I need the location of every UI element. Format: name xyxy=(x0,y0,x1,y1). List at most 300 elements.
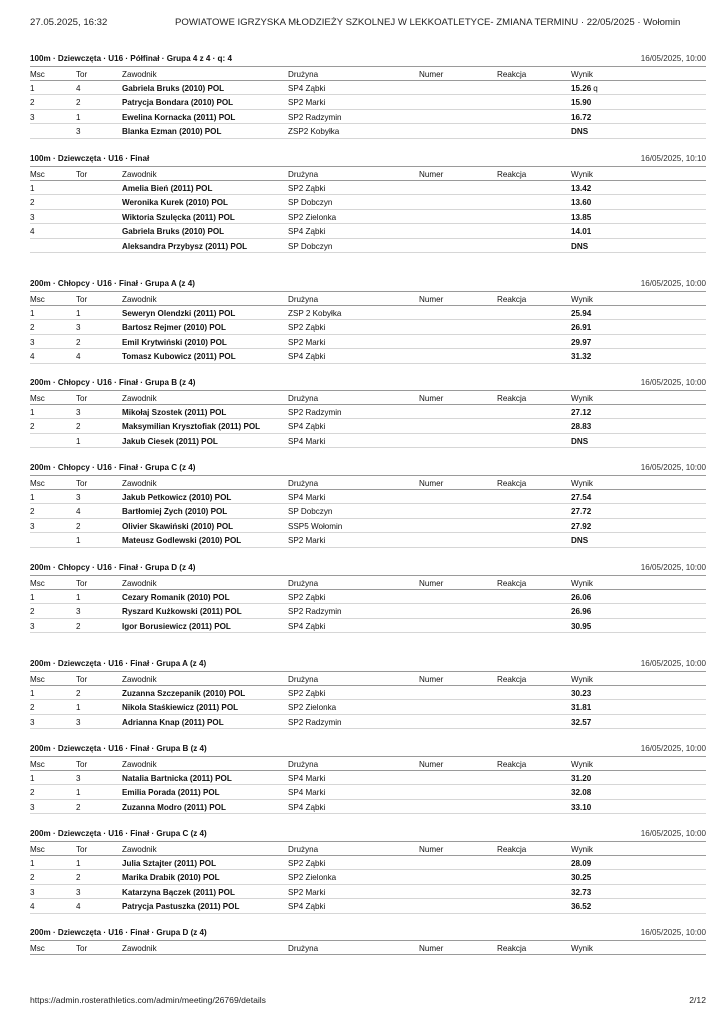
section-header xyxy=(30,153,706,166)
cell-team: SP4 Marki xyxy=(288,492,326,502)
table-row xyxy=(30,239,706,254)
column-header-name: Zawodnik xyxy=(122,760,157,769)
column-header-name: Zawodnik xyxy=(122,675,157,684)
results-section xyxy=(30,377,706,448)
table-row xyxy=(30,533,706,548)
cell-team: SP4 Marki xyxy=(288,788,326,797)
cell-msc: 2 xyxy=(30,607,35,616)
section-time: 16/05/2025, 10:00 xyxy=(640,279,706,288)
cell-team: SP4 Ząbki xyxy=(288,802,326,812)
table-row xyxy=(30,504,706,519)
table-row xyxy=(30,320,706,335)
cell-tor: 2 xyxy=(76,422,81,431)
cell-res: 14.01 xyxy=(571,227,592,236)
column-header-num: Numer xyxy=(419,944,444,953)
column-header-res: Wynik xyxy=(571,845,593,854)
cell-name: Seweryn Olendzki (2011) POL xyxy=(122,308,236,318)
cell-name: Emilia Porada (2011) POL xyxy=(122,788,220,797)
cell-team: SP4 Ząbki xyxy=(288,621,326,631)
cell-team: SP4 Ząbki xyxy=(288,227,326,236)
cell-msc: 2 xyxy=(30,98,35,107)
cell-msc: 3 xyxy=(30,717,35,727)
cell-tor: 1 xyxy=(76,858,81,868)
cell-res: 30.23 xyxy=(571,688,592,698)
table-row xyxy=(30,700,706,715)
cell-team: SP2 Ząbki xyxy=(288,688,326,698)
cell-res: DNS xyxy=(571,436,589,446)
column-header-tor: Tor xyxy=(76,845,88,854)
cell-res: 31.20 xyxy=(571,773,592,783)
cell-team: SP4 Marki xyxy=(288,436,326,446)
cell-msc: 4 xyxy=(30,352,35,361)
cell-res: 32.57 xyxy=(571,717,592,727)
cell-team: SP2 Ząbki xyxy=(288,858,326,868)
column-header-res: Wynik xyxy=(571,295,593,304)
cell-name: Tomasz Kubowicz (2011) POL xyxy=(122,352,236,361)
table-row xyxy=(30,619,706,634)
column-header-msc: Msc xyxy=(30,675,45,684)
cell-res: 30.95 xyxy=(571,621,592,631)
cell-msc: 3 xyxy=(30,521,35,531)
section-time: 16/05/2025, 10:10 xyxy=(640,154,706,163)
column-header-res: Wynik xyxy=(571,760,593,769)
table-row xyxy=(30,590,706,605)
section-header xyxy=(30,562,706,575)
section-time: 16/05/2025, 10:00 xyxy=(640,54,706,63)
section-title: 100m · Dziewczęta · U16 · Finał xyxy=(30,154,150,163)
cell-msc: 2 xyxy=(30,873,35,882)
cell-name: Blanka Ezman (2010) POL xyxy=(122,127,222,136)
column-header-res: Wynik xyxy=(571,579,593,588)
cell-name: Amelia Bień (2011) POL xyxy=(122,183,213,193)
cell-res: 16.72 xyxy=(571,112,592,122)
cell-name: Natalia Bartnicka (2011) POL xyxy=(122,773,232,783)
results-section xyxy=(30,562,706,633)
cell-msc: 2 xyxy=(30,422,35,431)
page-url: https://admin.rosterathletics.com/admin/meeting/26769/details xyxy=(30,995,266,1005)
results-section xyxy=(30,828,706,914)
column-header-react: Reakcja xyxy=(497,845,527,854)
column-header-tor: Tor xyxy=(76,944,88,953)
section-time: 16/05/2025, 10:00 xyxy=(640,563,706,572)
cell-msc: 3 xyxy=(30,887,35,897)
cell-team: SP4 Marki xyxy=(288,773,326,783)
cell-team: ZSP 2 Kobyłka xyxy=(288,308,342,318)
column-header-team: Drużyna xyxy=(288,760,319,769)
results-section xyxy=(30,743,706,814)
table-row xyxy=(30,519,706,534)
section-time: 16/05/2025, 10:00 xyxy=(640,744,706,753)
section-title: 200m · Chłopcy · U16 · Finał · Grupa A (z 4) xyxy=(30,279,195,288)
table-row xyxy=(30,110,706,125)
cell-msc: 1 xyxy=(30,688,35,698)
cell-name: Olivier Skawiński (2010) POL xyxy=(122,521,234,531)
cell-tor: 3 xyxy=(76,773,81,783)
column-header-name: Zawodnik xyxy=(122,845,157,854)
table-header-row xyxy=(30,575,706,590)
cell-tor: 3 xyxy=(76,717,81,727)
table-header-row xyxy=(30,291,706,306)
section-title: 200m · Dziewczęta · U16 · Finał · Grupa D (z 4) xyxy=(30,928,207,937)
column-header-num: Numer xyxy=(419,70,444,79)
cell-res: 26.96 xyxy=(571,607,592,616)
column-header-msc: Msc xyxy=(30,295,45,304)
column-header-tor: Tor xyxy=(76,760,88,769)
section-header xyxy=(30,658,706,671)
print-date: 27.05.2025, 16:32 xyxy=(30,17,108,28)
table-row xyxy=(30,124,706,139)
cell-msc: 1 xyxy=(30,773,35,783)
cell-res: DNS xyxy=(571,536,589,545)
column-header-tor: Tor xyxy=(76,479,88,488)
section-title: 200m · Dziewczęta · U16 · Finał · Grupa B (z 4) xyxy=(30,744,207,753)
section-header xyxy=(30,462,706,475)
section-time: 16/05/2025, 10:00 xyxy=(640,829,706,838)
cell-name: Gabriela Bruks (2010) POL xyxy=(122,83,225,93)
column-header-team: Drużyna xyxy=(288,295,319,304)
table-row xyxy=(30,885,706,900)
column-header-name: Zawodnik xyxy=(122,170,157,179)
table-header-row xyxy=(30,940,706,955)
table-header-row xyxy=(30,166,706,181)
cell-msc: 1 xyxy=(30,308,35,318)
cell-res: 25.94 xyxy=(571,308,592,318)
column-header-num: Numer xyxy=(419,394,444,403)
column-header-team: Drużyna xyxy=(288,170,319,179)
document-title: POWIATOWE IGRZYSKA MŁODZIEŻY SZKOLNEJ W LEKKOATLETYCE- ZMIANA TERMINU · 22/05/2025 · Wołomin xyxy=(175,17,681,28)
cell-res: 27.92 xyxy=(571,521,592,531)
cell-name: Cezary Romanik (2010) POL xyxy=(122,592,230,602)
column-header-react: Reakcja xyxy=(497,944,527,953)
table-header-row xyxy=(30,756,706,771)
cell-msc: 2 xyxy=(30,703,35,712)
cell-team: SP2 Zielonka xyxy=(288,212,337,222)
cell-name: Patrycja Bondara (2010) POL xyxy=(122,98,234,107)
cell-name: Adrianna Knap (2011) POL xyxy=(122,717,224,727)
cell-tor: 4 xyxy=(76,507,81,516)
column-header-msc: Msc xyxy=(30,394,45,403)
column-header-msc: Msc xyxy=(30,845,45,854)
table-row xyxy=(30,715,706,730)
column-header-name: Zawodnik xyxy=(122,579,157,588)
results-section xyxy=(30,153,706,253)
cell-tor: 1 xyxy=(76,308,81,318)
cell-name: Bartłomiej Zych (2010) POL xyxy=(122,507,228,516)
column-header-res: Wynik xyxy=(571,394,593,403)
column-header-name: Zawodnik xyxy=(122,295,157,304)
cell-res: 13.42 xyxy=(571,183,592,193)
cell-res: 32.08 xyxy=(571,788,592,797)
cell-tor: 4 xyxy=(76,83,81,93)
column-header-team: Drużyna xyxy=(288,944,319,953)
column-header-react: Reakcja xyxy=(497,70,527,79)
cell-msc: 4 xyxy=(30,902,35,911)
section-header xyxy=(30,828,706,841)
section-title: 200m · Chłopcy · U16 · Finał · Grupa B (z 4) xyxy=(30,378,196,387)
cell-tor: 2 xyxy=(76,621,81,631)
column-header-num: Numer xyxy=(419,295,444,304)
cell-tor: 3 xyxy=(76,887,81,897)
cell-team: SP4 Ząbki xyxy=(288,352,326,361)
cell-tor: 4 xyxy=(76,352,81,361)
cell-res: 28.09 xyxy=(571,858,592,868)
cell-res: 36.52 xyxy=(571,902,592,911)
page-number: 2/12 xyxy=(689,995,706,1005)
column-header-tor: Tor xyxy=(76,579,88,588)
cell-msc: 3 xyxy=(30,112,35,122)
column-header-react: Reakcja xyxy=(497,675,527,684)
table-row xyxy=(30,856,706,871)
cell-name: Patrycja Pastuszka (2011) POL xyxy=(122,902,240,911)
cell-team: SP4 Ząbki xyxy=(288,83,326,93)
table-header-row xyxy=(30,841,706,856)
table-header-row xyxy=(30,475,706,490)
cell-res: 26.91 xyxy=(571,323,592,332)
column-header-msc: Msc xyxy=(30,944,45,953)
cell-res: 15.90 xyxy=(571,98,592,107)
table-row xyxy=(30,686,706,701)
section-header xyxy=(30,377,706,390)
cell-tor: 3 xyxy=(76,127,81,136)
column-header-react: Reakcja xyxy=(497,394,527,403)
cell-msc: 3 xyxy=(30,337,35,347)
table-row xyxy=(30,95,706,110)
section-header xyxy=(30,743,706,756)
column-header-num: Numer xyxy=(419,675,444,684)
cell-team: ZSP2 Kobyłka xyxy=(288,127,340,136)
cell-team: SP2 Marki xyxy=(288,337,326,347)
results-section xyxy=(30,53,706,139)
cell-res: 13.85 xyxy=(571,212,592,222)
table-row xyxy=(30,224,706,239)
column-header-team: Drużyna xyxy=(288,70,319,79)
cell-name: Aleksandra Przybysz (2011) POL xyxy=(122,241,248,251)
cell-res: 26.06 xyxy=(571,592,592,602)
cell-tor: 2 xyxy=(76,802,81,812)
cell-res: 33.10 xyxy=(571,802,592,812)
table-header-row xyxy=(30,390,706,405)
column-header-num: Numer xyxy=(419,170,444,179)
cell-res: 31.32 xyxy=(571,352,592,361)
table-row xyxy=(30,604,706,619)
section-time: 16/05/2025, 10:00 xyxy=(640,928,706,937)
cell-tor: 1 xyxy=(76,592,81,602)
column-header-team: Drużyna xyxy=(288,479,319,488)
column-header-team: Drużyna xyxy=(288,579,319,588)
cell-team: SP2 Ząbki xyxy=(288,592,326,602)
column-header-res: Wynik xyxy=(571,70,593,79)
table-row xyxy=(30,899,706,914)
cell-tor: 2 xyxy=(76,688,81,698)
table-row xyxy=(30,490,706,505)
column-header-name: Zawodnik xyxy=(122,479,157,488)
cell-team: SP2 Marki xyxy=(288,98,326,107)
cell-res: 29.97 xyxy=(571,337,592,347)
cell-msc: 3 xyxy=(30,212,35,222)
cell-name: Marika Drabik (2010) POL xyxy=(122,873,220,882)
results-section xyxy=(30,278,706,364)
column-header-react: Reakcja xyxy=(497,170,527,179)
cell-team: SP Dobczyn xyxy=(288,198,333,207)
cell-msc: 2 xyxy=(30,198,35,207)
cell-team: SP4 Ząbki xyxy=(288,422,326,431)
cell-team: SP2 Marki xyxy=(288,536,326,545)
cell-name: Emil Krytwiński (2010) POL xyxy=(122,337,227,347)
results-section xyxy=(30,658,706,729)
cell-team: SP2 Zielonka xyxy=(288,703,337,712)
cell-msc: 1 xyxy=(30,592,35,602)
section-header xyxy=(30,278,706,291)
cell-team: SP4 Ząbki xyxy=(288,902,326,911)
qualified-mark: q xyxy=(593,83,598,93)
cell-team: SSP5 Wołomin xyxy=(288,521,343,531)
cell-name: Mikołaj Szostek (2011) POL xyxy=(122,407,227,417)
cell-team: SP2 Radzymin xyxy=(288,407,342,417)
table-row xyxy=(30,800,706,815)
cell-tor: 2 xyxy=(76,98,81,107)
column-header-msc: Msc xyxy=(30,170,45,179)
cell-team: SP2 Ząbki xyxy=(288,183,326,193)
table-header-row xyxy=(30,66,706,81)
section-time: 16/05/2025, 10:00 xyxy=(640,659,706,668)
column-header-num: Numer xyxy=(419,760,444,769)
column-header-num: Numer xyxy=(419,579,444,588)
table-row xyxy=(30,771,706,786)
results-section xyxy=(30,927,706,955)
cell-tor: 2 xyxy=(76,337,81,347)
table-row xyxy=(30,405,706,420)
cell-res: 15.26 q xyxy=(571,83,598,93)
section-title: 200m · Dziewczęta · U16 · Finał · Grupa A (z 4) xyxy=(30,659,207,668)
column-header-msc: Msc xyxy=(30,579,45,588)
page-footer xyxy=(30,995,706,1009)
table-header-row xyxy=(30,671,706,686)
cell-team: SP2 Zielonka xyxy=(288,873,337,882)
cell-tor: 3 xyxy=(76,407,81,417)
column-header-msc: Msc xyxy=(30,760,45,769)
cell-name: Gabriela Bruks (2010) POL xyxy=(122,227,225,236)
cell-tor: 2 xyxy=(76,873,81,882)
cell-res: 31.81 xyxy=(571,703,592,712)
cell-name: Igor Borusiewicz (2011) POL xyxy=(122,621,231,631)
cell-name: Wiktoria Szulęcka (2011) POL xyxy=(122,212,235,222)
column-header-tor: Tor xyxy=(76,170,88,179)
cell-name: Maksymilian Krysztofiak (2011) POL xyxy=(122,422,261,431)
table-row xyxy=(30,181,706,196)
cell-msc: 2 xyxy=(30,323,35,332)
cell-name: Jakub Ciesek (2011) POL xyxy=(122,436,218,446)
cell-res: 27.72 xyxy=(571,507,592,516)
cell-msc: 1 xyxy=(30,492,35,502)
column-header-msc: Msc xyxy=(30,479,45,488)
table-row xyxy=(30,434,706,449)
cell-name: Zuzanna Szczepanik (2010) POL xyxy=(122,688,246,698)
column-header-team: Drużyna xyxy=(288,394,319,403)
table-row xyxy=(30,335,706,350)
column-header-name: Zawodnik xyxy=(122,70,157,79)
cell-name: Ryszard Kużkowski (2011) POL xyxy=(122,607,242,616)
column-header-tor: Tor xyxy=(76,394,88,403)
column-header-tor: Tor xyxy=(76,675,88,684)
cell-name: Zuzanna Modro (2011) POL xyxy=(122,802,226,812)
cell-name: Katarzyna Bączek (2011) POL xyxy=(122,887,235,897)
column-header-res: Wynik xyxy=(571,479,593,488)
cell-msc: 2 xyxy=(30,507,35,516)
column-header-team: Drużyna xyxy=(288,845,319,854)
column-header-react: Reakcja xyxy=(497,579,527,588)
cell-team: SP Dobczyn xyxy=(288,241,333,251)
cell-name: Nikola Staśkiewicz (2011) POL xyxy=(122,703,239,712)
column-header-team: Drużyna xyxy=(288,675,319,684)
table-row xyxy=(30,210,706,225)
column-header-res: Wynik xyxy=(571,944,593,953)
cell-tor: 1 xyxy=(76,703,81,712)
table-row xyxy=(30,195,706,210)
cell-res: 28.83 xyxy=(571,422,592,431)
section-time: 16/05/2025, 10:00 xyxy=(640,378,706,387)
column-header-tor: Tor xyxy=(76,70,88,79)
cell-team: SP2 Marki xyxy=(288,887,326,897)
table-row xyxy=(30,81,706,96)
cell-team: SP2 Radzymin xyxy=(288,717,342,727)
cell-tor: 3 xyxy=(76,323,81,332)
column-header-name: Zawodnik xyxy=(122,944,157,953)
section-title: 100m · Dziewczęta · U16 · Półfinał · Grupa 4 z 4 · q: 4 xyxy=(30,54,232,63)
cell-name: Jakub Petkowicz (2010) POL xyxy=(122,492,232,502)
cell-res: DNS xyxy=(571,127,589,136)
table-row xyxy=(30,349,706,364)
column-header-name: Zawodnik xyxy=(122,394,157,403)
section-header xyxy=(30,53,706,66)
table-row xyxy=(30,306,706,321)
section-time: 16/05/2025, 10:00 xyxy=(640,463,706,472)
cell-tor: 1 xyxy=(76,436,81,446)
cell-tor: 2 xyxy=(76,521,81,531)
table-row xyxy=(30,870,706,885)
cell-tor: 3 xyxy=(76,492,81,502)
section-title: 200m · Dziewczęta · U16 · Finał · Grupa C (z 4) xyxy=(30,829,207,838)
cell-msc: 3 xyxy=(30,621,35,631)
page-header xyxy=(30,17,706,31)
cell-tor: 1 xyxy=(76,788,81,797)
cell-team: SP Dobczyn xyxy=(288,507,333,516)
cell-name: Bartosz Rejmer (2010) POL xyxy=(122,323,226,332)
cell-res: DNS xyxy=(571,241,589,251)
cell-msc: 1 xyxy=(30,183,35,193)
column-header-num: Numer xyxy=(419,479,444,488)
section-header xyxy=(30,927,706,940)
cell-msc: 2 xyxy=(30,788,35,797)
column-header-res: Wynik xyxy=(571,675,593,684)
section-title: 200m · Chłopcy · U16 · Finał · Grupa D (z 4) xyxy=(30,563,196,572)
cell-msc: 1 xyxy=(30,407,35,417)
column-header-tor: Tor xyxy=(76,295,88,304)
column-header-react: Reakcja xyxy=(497,760,527,769)
cell-res: 27.12 xyxy=(571,407,592,417)
cell-name: Ewelina Kornacka (2011) POL xyxy=(122,112,236,122)
cell-team: SP2 Radzymin xyxy=(288,112,342,122)
column-header-num: Numer xyxy=(419,845,444,854)
cell-name: Mateusz Godlewski (2010) POL xyxy=(122,536,242,545)
cell-team: SP2 Ząbki xyxy=(288,323,326,332)
table-row xyxy=(30,785,706,800)
cell-msc: 4 xyxy=(30,227,35,236)
cell-res: 27.54 xyxy=(571,492,592,502)
section-title: 200m · Chłopcy · U16 · Finał · Grupa C (z 4) xyxy=(30,463,196,472)
cell-tor: 1 xyxy=(76,536,81,545)
cell-team: SP2 Radzymin xyxy=(288,607,342,616)
cell-res: 32.73 xyxy=(571,887,592,897)
